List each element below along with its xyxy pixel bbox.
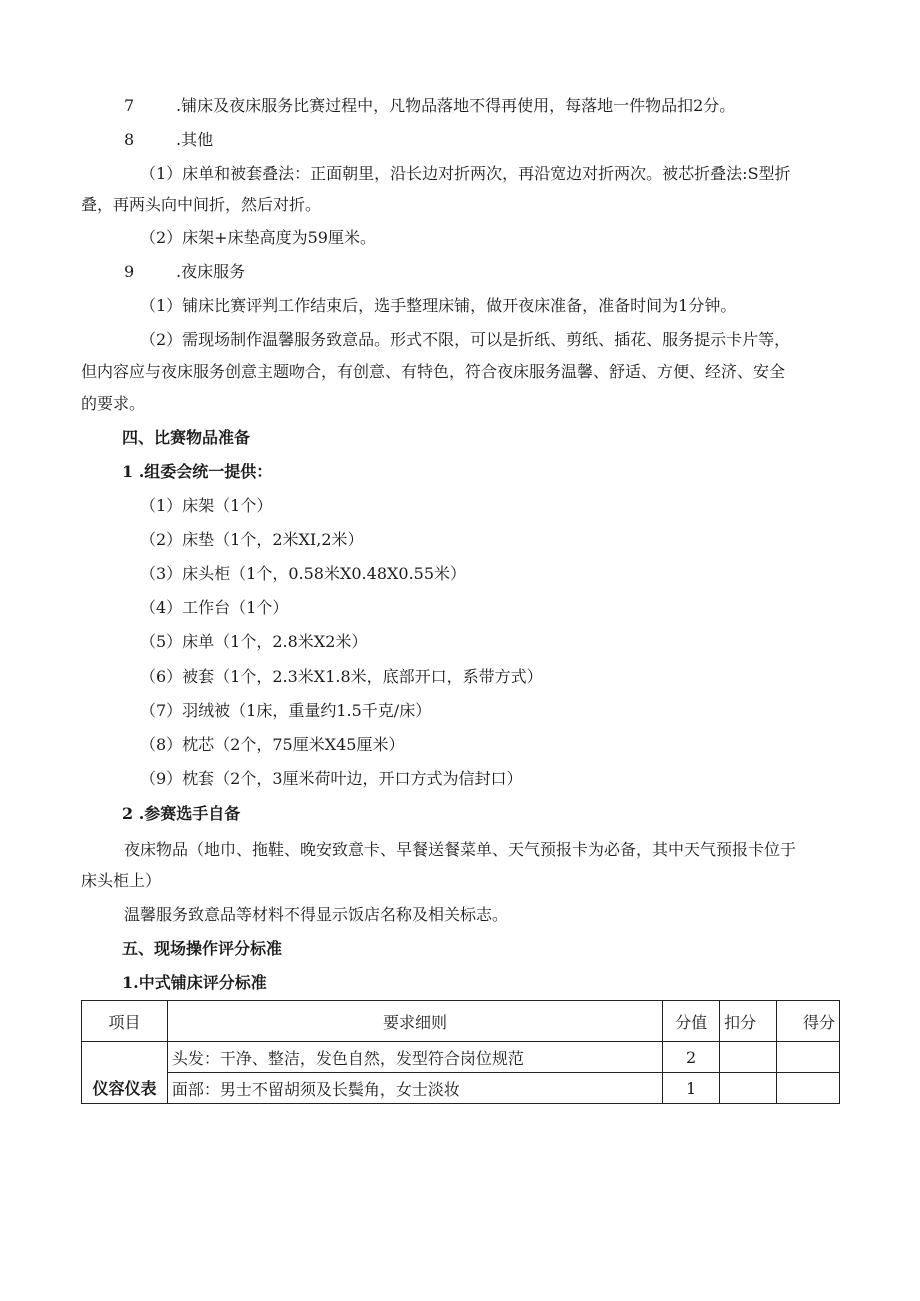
item-7 xyxy=(124,96,736,116)
self-prepared-line1: 夜床物品（地巾、拖鞋、晚安致意卡、早餐送餐菜单、天气预报卡为必备，其中天气预报卡位于 xyxy=(124,840,797,859)
scoring-table xyxy=(81,1000,840,1104)
requirement-cell: 头发：干净、整洁，发色自然，发型符合岗位规范 xyxy=(167,1042,662,1073)
item-8-2: （2）床架+床垫高度为59厘米。 xyxy=(140,228,376,247)
item-9-number: 9 xyxy=(124,262,135,281)
section-5-heading: 五、现场操作评分标准 xyxy=(122,939,283,958)
item-9 xyxy=(124,262,246,282)
supply-item: （7）羽绒被（1床，重量约1.5千克/床） xyxy=(140,701,432,720)
header-item: 项目 xyxy=(82,1001,168,1042)
score-cell: 1 xyxy=(663,1073,720,1104)
table-header-row xyxy=(82,1001,840,1042)
header-requirement: 要求细则 xyxy=(167,1001,662,1042)
section-4-heading: 四、比赛物品准备 xyxy=(122,428,251,447)
got-cell[interactable] xyxy=(777,1042,840,1073)
subsection-2-heading: 2 .参赛选手自备 xyxy=(122,804,241,823)
header-score: 分值 xyxy=(663,1001,720,1042)
deduct-cell[interactable] xyxy=(720,1042,777,1073)
score-cell: 2 xyxy=(663,1042,720,1073)
item-7-text: .铺床及夜床服务比赛过程中，凡物品落地不得再使用，每落地一件物品扣2分。 xyxy=(176,96,736,115)
supply-item: （6）被套（1个，2.3米X1.8米，底部开口，系带方式） xyxy=(140,667,543,686)
group-cell: 仪容仪表 xyxy=(82,1042,168,1104)
supply-item: （9）枕套（2个，3厘米荷叶边，开口方式为信封口） xyxy=(140,769,523,788)
item-8-number: 8 xyxy=(124,130,135,149)
item-9-text: .夜床服务 xyxy=(176,262,246,281)
header-got: 得分 xyxy=(777,1001,840,1042)
subsection-5-1-heading: 1.中式铺床评分标准 xyxy=(122,973,267,992)
item-9-2-line3: 的要求。 xyxy=(81,394,146,413)
item-9-2-line1: （2）需现场制作温馨服务致意品。形式不限，可以是折纸、剪纸、插花、服务提示卡片等， xyxy=(140,330,791,349)
supply-item: （1）床架（1个） xyxy=(140,496,273,515)
item-7-number: 7 xyxy=(124,96,135,115)
self-prepared-note: 温馨服务致意品等材料不得显示饭店名称及相关标志。 xyxy=(124,905,509,924)
supply-item: （8）枕芯（2个，75厘米X45厘米） xyxy=(140,735,405,754)
supply-item: （2）床垫（1个，2米XI,2米） xyxy=(140,530,364,549)
item-8-text: .其他 xyxy=(176,130,214,149)
got-cell[interactable] xyxy=(777,1073,840,1104)
table-row xyxy=(82,1073,840,1104)
item-8-1-line1: （1）床单和被套叠法：正面朝里，沿长边对折两次，再沿宽边对折两次。被芯折叠法:S型折 xyxy=(140,164,791,183)
deduct-cell[interactable] xyxy=(720,1073,777,1104)
subsection-1-heading: 1 .组委会统一提供： xyxy=(122,462,273,481)
item-9-2-line2: 但内容应与夜床服务创意主题吻合，有创意、有特色，符合夜床服务温馨、舒适、方便、经济、安全 xyxy=(81,362,786,381)
item-8-1-line2: 叠，再两头向中间折，然后对折。 xyxy=(81,195,322,214)
item-9-1: （1）铺床比赛评判工作结束后，选手整理床铺，做开夜床准备，准备时间为1分钟。 xyxy=(140,296,737,315)
item-8 xyxy=(124,130,214,150)
header-deduct: 扣分 xyxy=(720,1001,777,1042)
requirement-cell: 面部：男士不留胡须及长鬓角，女士淡妆 xyxy=(167,1073,662,1104)
self-prepared-line2: 床头柜上） xyxy=(81,871,162,890)
supply-item: （5）床单（1个，2.8米X2米） xyxy=(140,632,368,651)
supply-item: （4）工作台（1个） xyxy=(140,598,289,617)
supply-item: （3）床头柜（1个，0.58米X0.48X0.55米） xyxy=(140,564,467,583)
table-row xyxy=(82,1042,840,1073)
